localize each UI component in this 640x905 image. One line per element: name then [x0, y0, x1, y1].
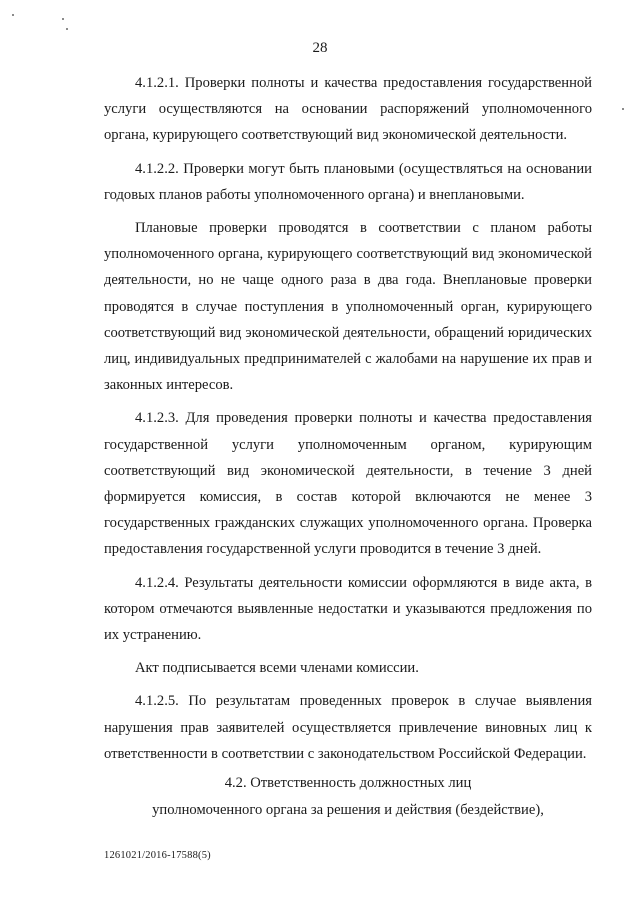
page-number: 28 — [312, 40, 328, 56]
paragraph-4-1-2-5: 4.1.2.5. По результатам проведенных проверок в случае выявления нарушения прав заявителей осуществляется привлечение виновных лиц к ответственности в соответствии с законодательством Российской Федерации. — [104, 693, 592, 762]
scan-speck — [12, 14, 14, 16]
scan-speck — [62, 18, 64, 20]
paragraph-4-1-2-2: 4.1.2.2. Проверки могут быть плановыми (осуществляться на основании годовых планов работы уполномоченного органа) и внеплановыми. — [104, 160, 592, 203]
document-footer-code: 1261021/2016-17588(5) — [104, 850, 211, 861]
paragraph-4-1-2-3: 4.1.2.3. Для проведения проверки полноты и качества предоставления государственной услуги уполномоченным органом, курирующим соответствующий вид экономической деятельности, в течение 3 дней формируется комиссия, в состав которой включаются не менее 3 государственных гражданских служащих уполномоченного органа. Проверка предоставления государственной услуги проводится в течение 3 дней. — [104, 410, 592, 558]
paragraph-act-signing: Акт подписывается всеми членами комиссии. — [135, 660, 419, 677]
section-heading-line: уполномоченного органа за решения и действия (бездействие), — [152, 802, 544, 818]
paragraph-4-1-2-4: 4.1.2.4. Результаты деятельности комиссии оформляются в виде акта, в котором отмечаются выявленные недостатки и указываются предложения по их устранению. — [104, 574, 592, 644]
scan-speck — [622, 108, 624, 110]
paragraph-4-1-2-1: 4.1.2.1. Проверки полноты и качества предоставления государственной услуги осуществляются на основании распоряжений уполномоченного органа, курирующего соответствующий вид экономической деятельности. — [104, 75, 592, 144]
section-heading-line: 4.2. Ответственность должностных лиц — [224, 775, 472, 791]
scan-speck — [66, 28, 68, 30]
document-body — [104, 70, 592, 774]
paragraph-planned-inspections: Плановые проверки проводятся в соответствии с планом работы уполномоченного органа, курирующего соответствующий вид экономической деятельности, но не чаще одного раза в два года. Внеплановые проверки проводятся в случае поступления в уполномоченный орган, курирующего соответствующий вид экономической деятельности, обращений юридических лиц, индивидуальных предпринимателей с жалобами на нарушение их прав и законных интересов. — [104, 220, 592, 394]
section-heading-4-2 — [104, 770, 592, 824]
